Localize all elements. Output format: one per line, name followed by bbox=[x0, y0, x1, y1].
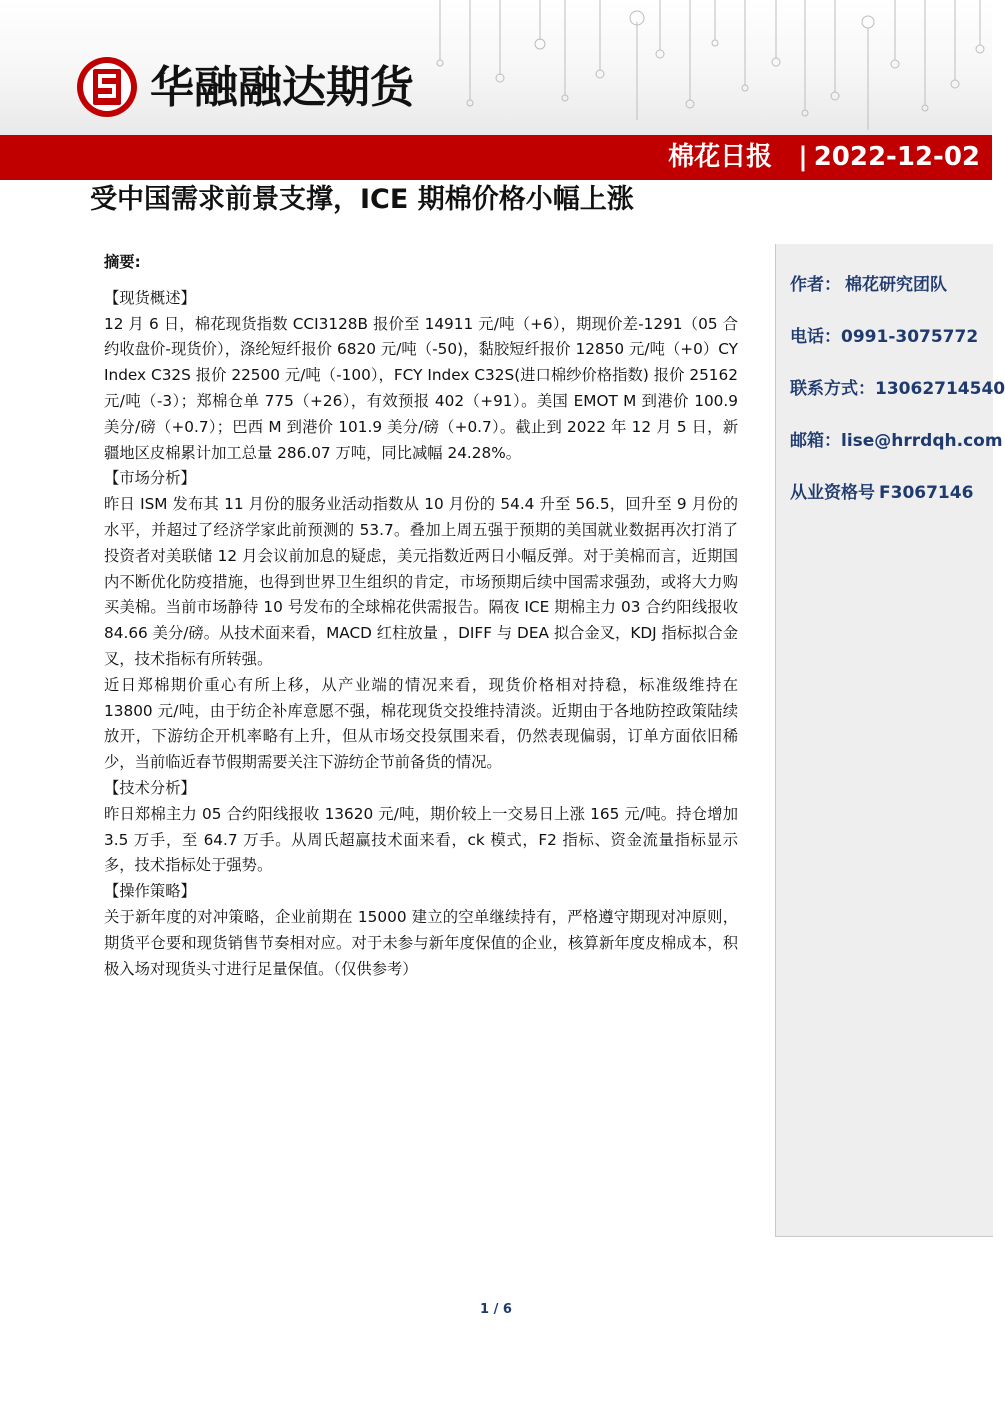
brand-name: 华融融达期货 bbox=[150, 62, 414, 113]
header-decoration bbox=[0, 0, 992, 135]
email-row bbox=[790, 426, 1003, 451]
license-label: 从业资格号 bbox=[790, 483, 875, 503]
section-heading-spot: 【现货概述】 bbox=[104, 288, 196, 307]
section-paragraph: 昨日 ISM 发布其 11 月份的服务业活动指数从 10 月份的 54.4 升至 56.5，回升至 9 月份的水平，并超过了经济学家此前预测的 53.7。叠加上周五强于预期的美国就业数据再次打消了投资者对美联储 12 月会议前加息的疑虑，美元指数近两日小幅反弹。对于美棉而言，近期国内不断优化防疫措施，也得到世界卫生组织的肯定，市场预期后续中国需求强劲，或将大力购买美棉。当前市场静待 10 号发布的全球棉花供需报告。隔夜 ICE 期棉主力 03 合约阳线报收 84.66 美分/磅。从技术面来看，MACD 红柱放量 ，DIFF 与 DEA 拟合金叉，KDJ 指标拟合金叉，技术指标有所转强。 bbox=[104, 495, 738, 668]
page-number: 1 / 6 bbox=[480, 1302, 512, 1317]
section-heading-technical: 【技术分析】 bbox=[104, 778, 196, 797]
section-paragraph: 近日郑棉期价重心有所上移，从产业端的情况来看，现货价格相对持稳，标准级维持在 13800 元/吨，由于纺企补库意愿不强，棉花现货交投维持清淡。近期由于各地防控政策陆续放开，下游纺企开机率略有上升，但从市场交投氛围来看，仍然表现偏弱，订单方面依旧稀少，当前临近春节假期需要关注下游纺企节前备货的情况。 bbox=[104, 675, 738, 772]
section-paragraph: 昨日郑棉主力 05 合约阳线报收 13620 元/吨，期价较上一交易日上涨 165 元/吨。持仓增加 3.5 万手，至 64.7 万手。从周氏超赢技术面来看，ck 模式，F2 指标、资金流量指标显示多，技术指标处于强势。 bbox=[104, 804, 738, 875]
email-label: 邮箱： bbox=[790, 431, 841, 451]
phone-row bbox=[790, 322, 978, 347]
contact-label: 联系方式： bbox=[790, 379, 875, 399]
summary-body bbox=[104, 250, 738, 982]
hrrd-logo-icon bbox=[75, 55, 139, 119]
report-type: 棉花日报 bbox=[668, 142, 773, 172]
author-row bbox=[790, 270, 947, 295]
contact-sidebar bbox=[775, 244, 1005, 1237]
report-type-label bbox=[668, 135, 980, 177]
section-heading-market: 【市场分析】 bbox=[104, 469, 196, 488]
license-row bbox=[790, 478, 973, 503]
contact-row bbox=[790, 374, 1005, 399]
section-paragraph: 关于新年度的对冲策略，企业前期在 15000 建立的空单继续持有，严格遵守期现对冲原则，期货平仓要和现货销售节奏相对应。对于未参与新年度保值的企业，核算新年度皮棉成本，积极入场对现货头寸进行足量保值。（仅供参考） bbox=[104, 907, 738, 978]
author-value: 棉花研究团队 bbox=[845, 275, 947, 295]
report-separator: | bbox=[798, 142, 808, 172]
section-heading-strategy: 【操作策略】 bbox=[104, 882, 196, 901]
section-paragraph: 12 月 6 日，棉花现货指数 CCI3128B 报价至 14911 元/吨（+6），期现价差-1291（05 合约收盘价-现货价），涤纶短纤报价 6820 元/吨（-50)，黏胶短纤报价 12850 元/吨（+0）CY Index C32S 报价 22500 元/吨（-100），FCY Index C32S(进口棉纱价格指数) 报价 25162 元/吨（-3）；郑棉仓单 775（+26），有效预报 402（+91）。美国 EMOT M 到港价 100.9 美分/磅（+0.7）；巴西 M 到港价 101.9 美分/磅（+0.7）。截止到 2022 年 12 月 5 日，新疆地区皮棉累计加工总量 286.07 万吨，同比减幅 24.28%。 bbox=[104, 314, 738, 462]
email-link[interactable]: lise@hrrdqh.com bbox=[841, 431, 1003, 451]
author-label: 作者： bbox=[790, 275, 841, 295]
license-value: F3067146 bbox=[879, 483, 974, 503]
summary-heading: 摘要: bbox=[104, 253, 141, 271]
report-date: 2022-12-02 bbox=[813, 142, 980, 172]
phone-label: 电话： bbox=[790, 327, 841, 347]
report-title: 受中国需求前景支撑，ICE 期棉价格小幅上涨 bbox=[90, 184, 634, 215]
contact-value: 13062714540 bbox=[875, 379, 1005, 399]
phone-value: 0991-3075772 bbox=[841, 327, 979, 347]
